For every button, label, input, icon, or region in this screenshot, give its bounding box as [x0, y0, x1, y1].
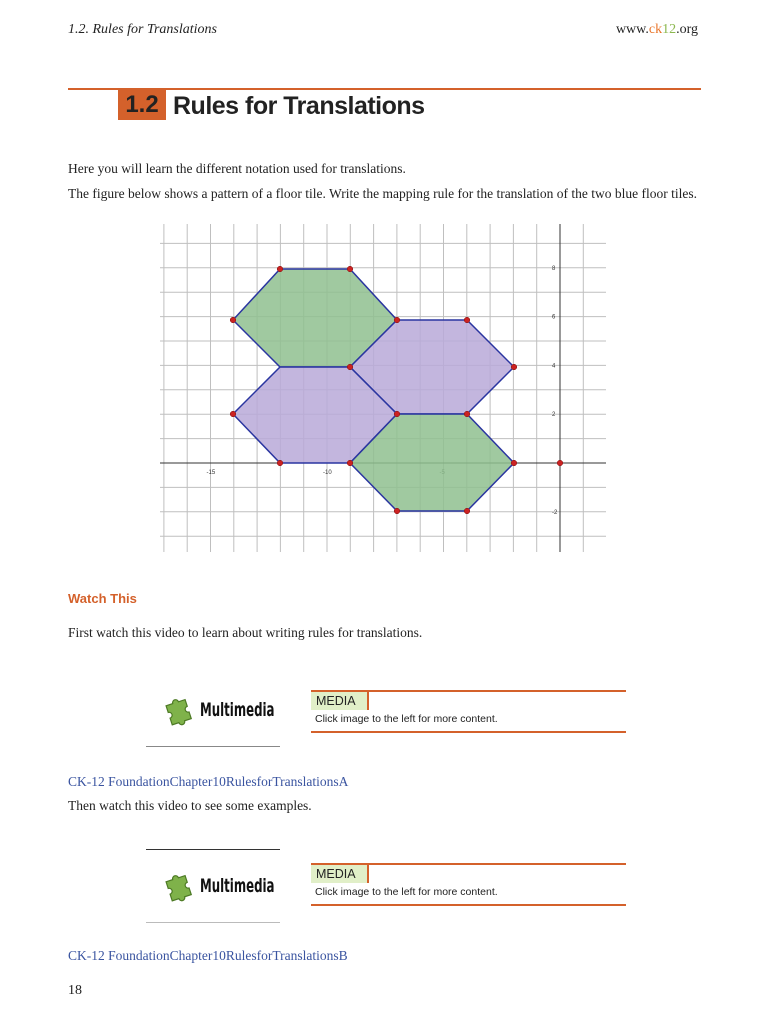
- vertex-point: [277, 460, 283, 466]
- video-link-a[interactable]: CK-12 FoundationChapter10RulesforTranslationsA: [68, 774, 349, 789]
- then-watch-text: Then watch this video to see some examples.: [68, 798, 312, 813]
- vertex-point: [511, 364, 517, 370]
- multimedia-thumbnail-1[interactable]: [146, 674, 280, 747]
- puzzle-icon: [164, 870, 194, 902]
- vertex-point: [394, 317, 400, 323]
- vertex-point: [347, 266, 353, 272]
- site-ck: ck: [648, 22, 663, 37]
- y-tick-label: 6: [552, 314, 556, 321]
- media-box-1: [311, 690, 626, 732]
- vertex-point: [511, 460, 517, 466]
- vertex-point: [230, 411, 236, 417]
- vertex-point: [347, 460, 353, 466]
- puzzle-icon: [164, 694, 194, 726]
- multimedia-label: Multimedia: [200, 875, 275, 897]
- y-tick-label: -2: [552, 509, 558, 516]
- media-hint: Click image to the left for more content.: [315, 713, 498, 725]
- media-tag: MEDIA: [311, 692, 369, 710]
- y-tick-label: 2: [552, 412, 556, 419]
- media-box-bottom-rule: [311, 731, 626, 733]
- watch-intro-text: First watch this video to learn about writing rules for translations.: [68, 625, 423, 640]
- watch-this-heading: Watch This: [68, 591, 137, 606]
- vertex-point: [464, 317, 470, 323]
- media-tag: MEDIA: [311, 865, 369, 883]
- vertex-point: [557, 460, 563, 466]
- running-header-site: [616, 22, 698, 38]
- vertex-point: [464, 508, 470, 514]
- media-hint: Click image to the left for more content.: [315, 886, 498, 898]
- vertex-point: [230, 317, 236, 323]
- multimedia-label: Multimedia: [200, 699, 275, 721]
- site-prefix: www.: [615, 22, 649, 37]
- site-12: 12: [662, 22, 677, 37]
- video-link-b[interactable]: CK-12 FoundationChapter10RulesforTranslationsB: [68, 948, 348, 963]
- x-tick-label: -10: [323, 470, 332, 476]
- running-header-section: 1.2. Rules for Translations: [68, 22, 217, 37]
- multimedia-thumbnail-2[interactable]: [146, 849, 280, 923]
- vertex-point: [464, 411, 470, 417]
- vertex-point: [277, 266, 283, 272]
- vertex-point: [347, 364, 353, 370]
- y-tick-label: 8: [552, 265, 556, 272]
- intro-paragraph-2: The figure below shows a pattern of a floor tile. Write the mapping rule for the translation of the two blue floor tiles.: [68, 186, 698, 201]
- tile-pattern-figure: [155, 219, 610, 554]
- section-title: Rules for Translations: [173, 92, 425, 120]
- intro-paragraph-1: Here you will learn the different notation used for translations.: [68, 161, 406, 176]
- section-number-badge: 1.2: [118, 90, 166, 120]
- vertex-point: [394, 508, 400, 514]
- media-box-bottom-rule: [311, 904, 626, 906]
- site-suffix: .org: [676, 22, 698, 37]
- media-box-2: [311, 863, 626, 905]
- vertex-point: [394, 411, 400, 417]
- y-tick-label: 4: [552, 363, 556, 370]
- page-number: 18: [68, 983, 82, 998]
- x-tick-label: -15: [206, 470, 216, 476]
